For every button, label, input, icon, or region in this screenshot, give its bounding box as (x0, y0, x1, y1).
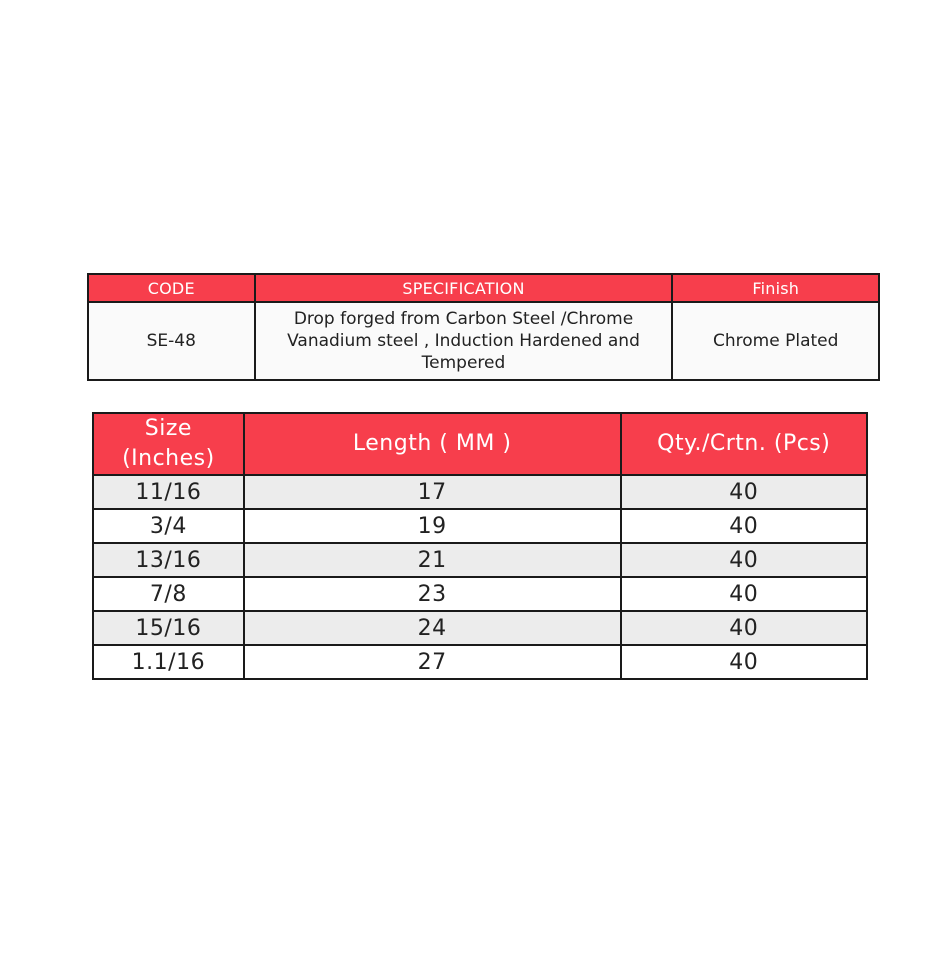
table-row (93, 475, 867, 509)
size-header (93, 413, 244, 475)
qty-header: Qty./Crtn. (Pcs) (621, 413, 867, 475)
finish-value: Chrome Plated (672, 302, 879, 380)
length-cell: 24 (244, 611, 621, 645)
size-cell: 3/4 (93, 509, 244, 543)
product-code: SE-48 (88, 302, 255, 380)
spec-header-row (88, 274, 879, 302)
table-row (93, 509, 867, 543)
table-row (93, 645, 867, 679)
qty-cell: 40 (621, 475, 867, 509)
length-cell: 23 (244, 577, 621, 611)
size-header-line1: Size (144, 416, 192, 441)
size-header-line2: (Inches) (122, 446, 215, 471)
qty-cell: 40 (621, 577, 867, 611)
qty-cell: 40 (621, 543, 867, 577)
table-row (93, 577, 867, 611)
size-header-row (93, 413, 867, 475)
size-cell: 11/16 (93, 475, 244, 509)
length-cell: 17 (244, 475, 621, 509)
specification-text: Drop forged from Carbon Steel /Chrome Vanadium steel , Induction Hardened and Tempered (255, 302, 673, 380)
length-cell: 27 (244, 645, 621, 679)
size-cell: 7/8 (93, 577, 244, 611)
size-cell: 13/16 (93, 543, 244, 577)
specification-header: SPECIFICATION (255, 274, 673, 302)
qty-cell: 40 (621, 611, 867, 645)
size-table (92, 412, 868, 680)
length-cell: 19 (244, 509, 621, 543)
size-cell: 1.1/16 (93, 645, 244, 679)
qty-cell: 40 (621, 645, 867, 679)
table-row (93, 543, 867, 577)
table-row (93, 611, 867, 645)
finish-header: Finish (672, 274, 879, 302)
size-cell: 15/16 (93, 611, 244, 645)
length-header: Length ( MM ) (244, 413, 621, 475)
spec-data-row (88, 302, 879, 380)
length-cell: 21 (244, 543, 621, 577)
specification-table (87, 273, 880, 381)
qty-cell: 40 (621, 509, 867, 543)
code-header: CODE (88, 274, 255, 302)
